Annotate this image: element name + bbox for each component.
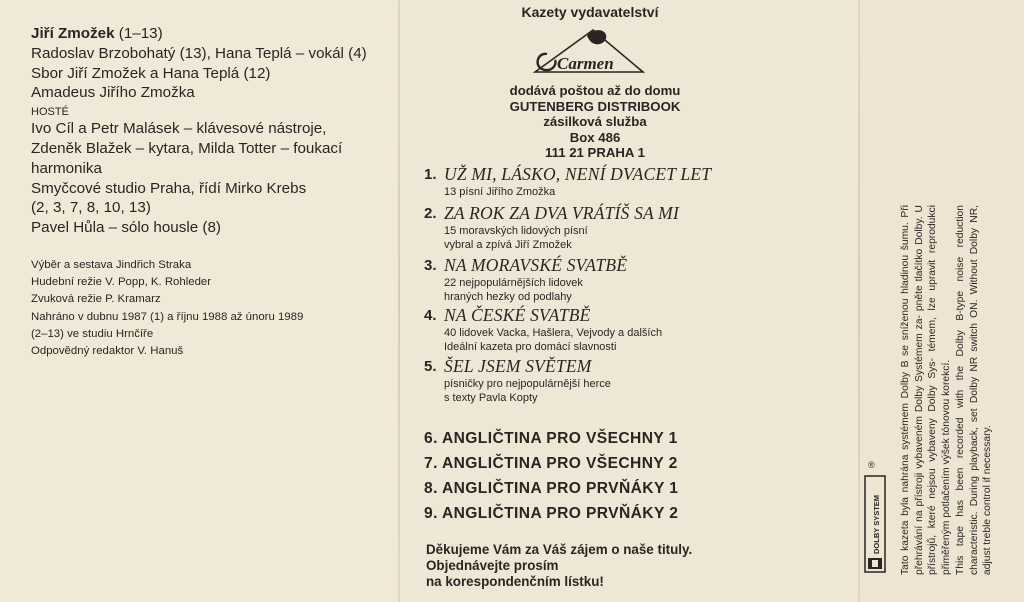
publisher-header: Kazety vydavatelství xyxy=(521,4,659,20)
address-line: dodává poštou až do domu xyxy=(509,83,681,98)
track-number: 4. xyxy=(424,307,437,324)
registered-mark: ® xyxy=(868,460,875,470)
production-credits xyxy=(31,257,303,360)
dolby-logo-text: DOLBY SYSTEM xyxy=(872,494,881,554)
track-description: 22 nejpopulárnějších lidovek hraných hezky od podlahy xyxy=(444,277,583,303)
order-note-line: Děkujeme Vám za Váš zájem o naše tituly. xyxy=(426,542,693,557)
guest-line: Zdeněk Blažek – kytara, Milda Totter – foukací xyxy=(31,139,343,157)
credits xyxy=(31,24,367,238)
address-line: zásilková služba xyxy=(543,114,647,130)
track-title: ŠEL JSEM SVĚTEM xyxy=(444,356,592,376)
credit-line: Amadeus Jiřího Zmožka xyxy=(31,84,195,102)
fold-line xyxy=(858,0,860,602)
credit-line: Sbor Jiří Zmožek a Hana Teplá (12) xyxy=(31,64,271,82)
credit-line: Jiří Zmožek (1–13) xyxy=(31,25,163,42)
credit-line: Radoslav Brzobohatý (13), Hana Teplá – vokál (4) xyxy=(31,44,367,62)
address-line: 111 21 PRAHA 1 xyxy=(545,145,645,161)
production-line: Odpovědný redaktor V. Hanuš xyxy=(31,345,184,358)
track-number: 1. xyxy=(424,166,437,183)
track-title: NA MORAVSKÉ SVATBĚ xyxy=(444,255,628,275)
guest-line: Smyčcové studio Praha, řídí Mirko Krebs xyxy=(31,179,307,197)
track-title: NA ČESKÉ SVATBĚ xyxy=(444,305,591,325)
guest-line: Ivo Cíl a Petr Malásek – klávesové nástroje, xyxy=(31,120,327,138)
production-line: Hudební režie V. Popp, K. Rohleder xyxy=(31,276,212,289)
track-number: 3. xyxy=(424,257,437,274)
track-title: ZA ROK ZA DVA VRÁTÍŠ SA MI xyxy=(444,203,679,223)
guest-line: Pavel Hůla – sólo housle (8) xyxy=(31,219,221,237)
english-course-item: 6. ANGLIČTINA PRO VŠECHNY 1 xyxy=(424,430,678,447)
english-course-item: 7. ANGLIČTINA PRO VŠECHNY 2 xyxy=(424,455,678,472)
address-line: GUTENBERG DISTRIBOOK xyxy=(509,98,681,114)
guest-line: harmonika xyxy=(31,159,102,177)
address-line: Box 486 xyxy=(569,129,621,145)
track-description: 40 lidovek Vacka, Hašlera, Vejvody a dalších Ideální kazeta pro domácí slavnosti xyxy=(444,327,663,353)
fold-line xyxy=(398,0,400,602)
production-line: Nahráno v dubnu 1987 (1) a říjnu 1988 až únoru 1989 xyxy=(31,310,304,323)
guest-line: (2, 3, 7, 8, 10, 13) xyxy=(31,199,151,217)
order-note-line: na korespondenčním lístku! xyxy=(426,573,604,589)
dolby-system-logo xyxy=(864,462,886,574)
production-line: (2–13) ve studiu Hrnčíře xyxy=(31,327,154,340)
carmen-logo xyxy=(527,24,647,78)
english-course-item: 8. ANGLIČTINA PRO PRVŇÁKY 1 xyxy=(424,480,679,497)
production-line: Výběr a sestava Jindřich Straka xyxy=(31,259,192,271)
track-title: UŽ MI, LÁSKO, NENÍ DVACET LET xyxy=(444,164,712,184)
track-number: 5. xyxy=(424,358,437,375)
track-description: písničky pro nejpopulárnější herce s texty Pavla Kopty xyxy=(444,378,611,404)
track-number: 2. xyxy=(424,205,437,222)
track-description: 13 písní Jiřího Zmožka xyxy=(444,186,556,198)
dolby-notice xyxy=(899,205,996,575)
order-note xyxy=(426,542,692,589)
track-description: 15 moravských lidových písní vybral a zpívá Jiří Zmožek xyxy=(444,225,588,251)
distributor-address xyxy=(445,83,745,161)
production-line: Zvuková režie P. Kramarz xyxy=(31,293,161,306)
logo-text: Carmen xyxy=(557,54,614,73)
english-course-item: 9. ANGLIČTINA PRO PRVŇÁKY 2 xyxy=(424,505,679,522)
dolby-notice-english: This tape has been recorded with the Dolby B-type noise reduction characteristic. During playback, set Dolby NR switch ON. Without Dolby NR, adjust treble control if necessary. xyxy=(955,205,993,575)
order-note-line: Objednávejte prosím xyxy=(426,557,559,573)
dolby-notice-czech: Tato kazeta byla nahrána systémem Dolby B se sníženou hladinou šumu. Při přehrávání na přístroji vybaveném Dolby Systémem za- pněte tlačítko Dolby. U přístrojů, které nejsou vybaveny Dolby Sys- témem, lze upravit reprodukci přiměřeným potlačením výšek tónovou korekcí. xyxy=(900,205,952,575)
guests-label: HOSTÉ xyxy=(31,106,69,119)
